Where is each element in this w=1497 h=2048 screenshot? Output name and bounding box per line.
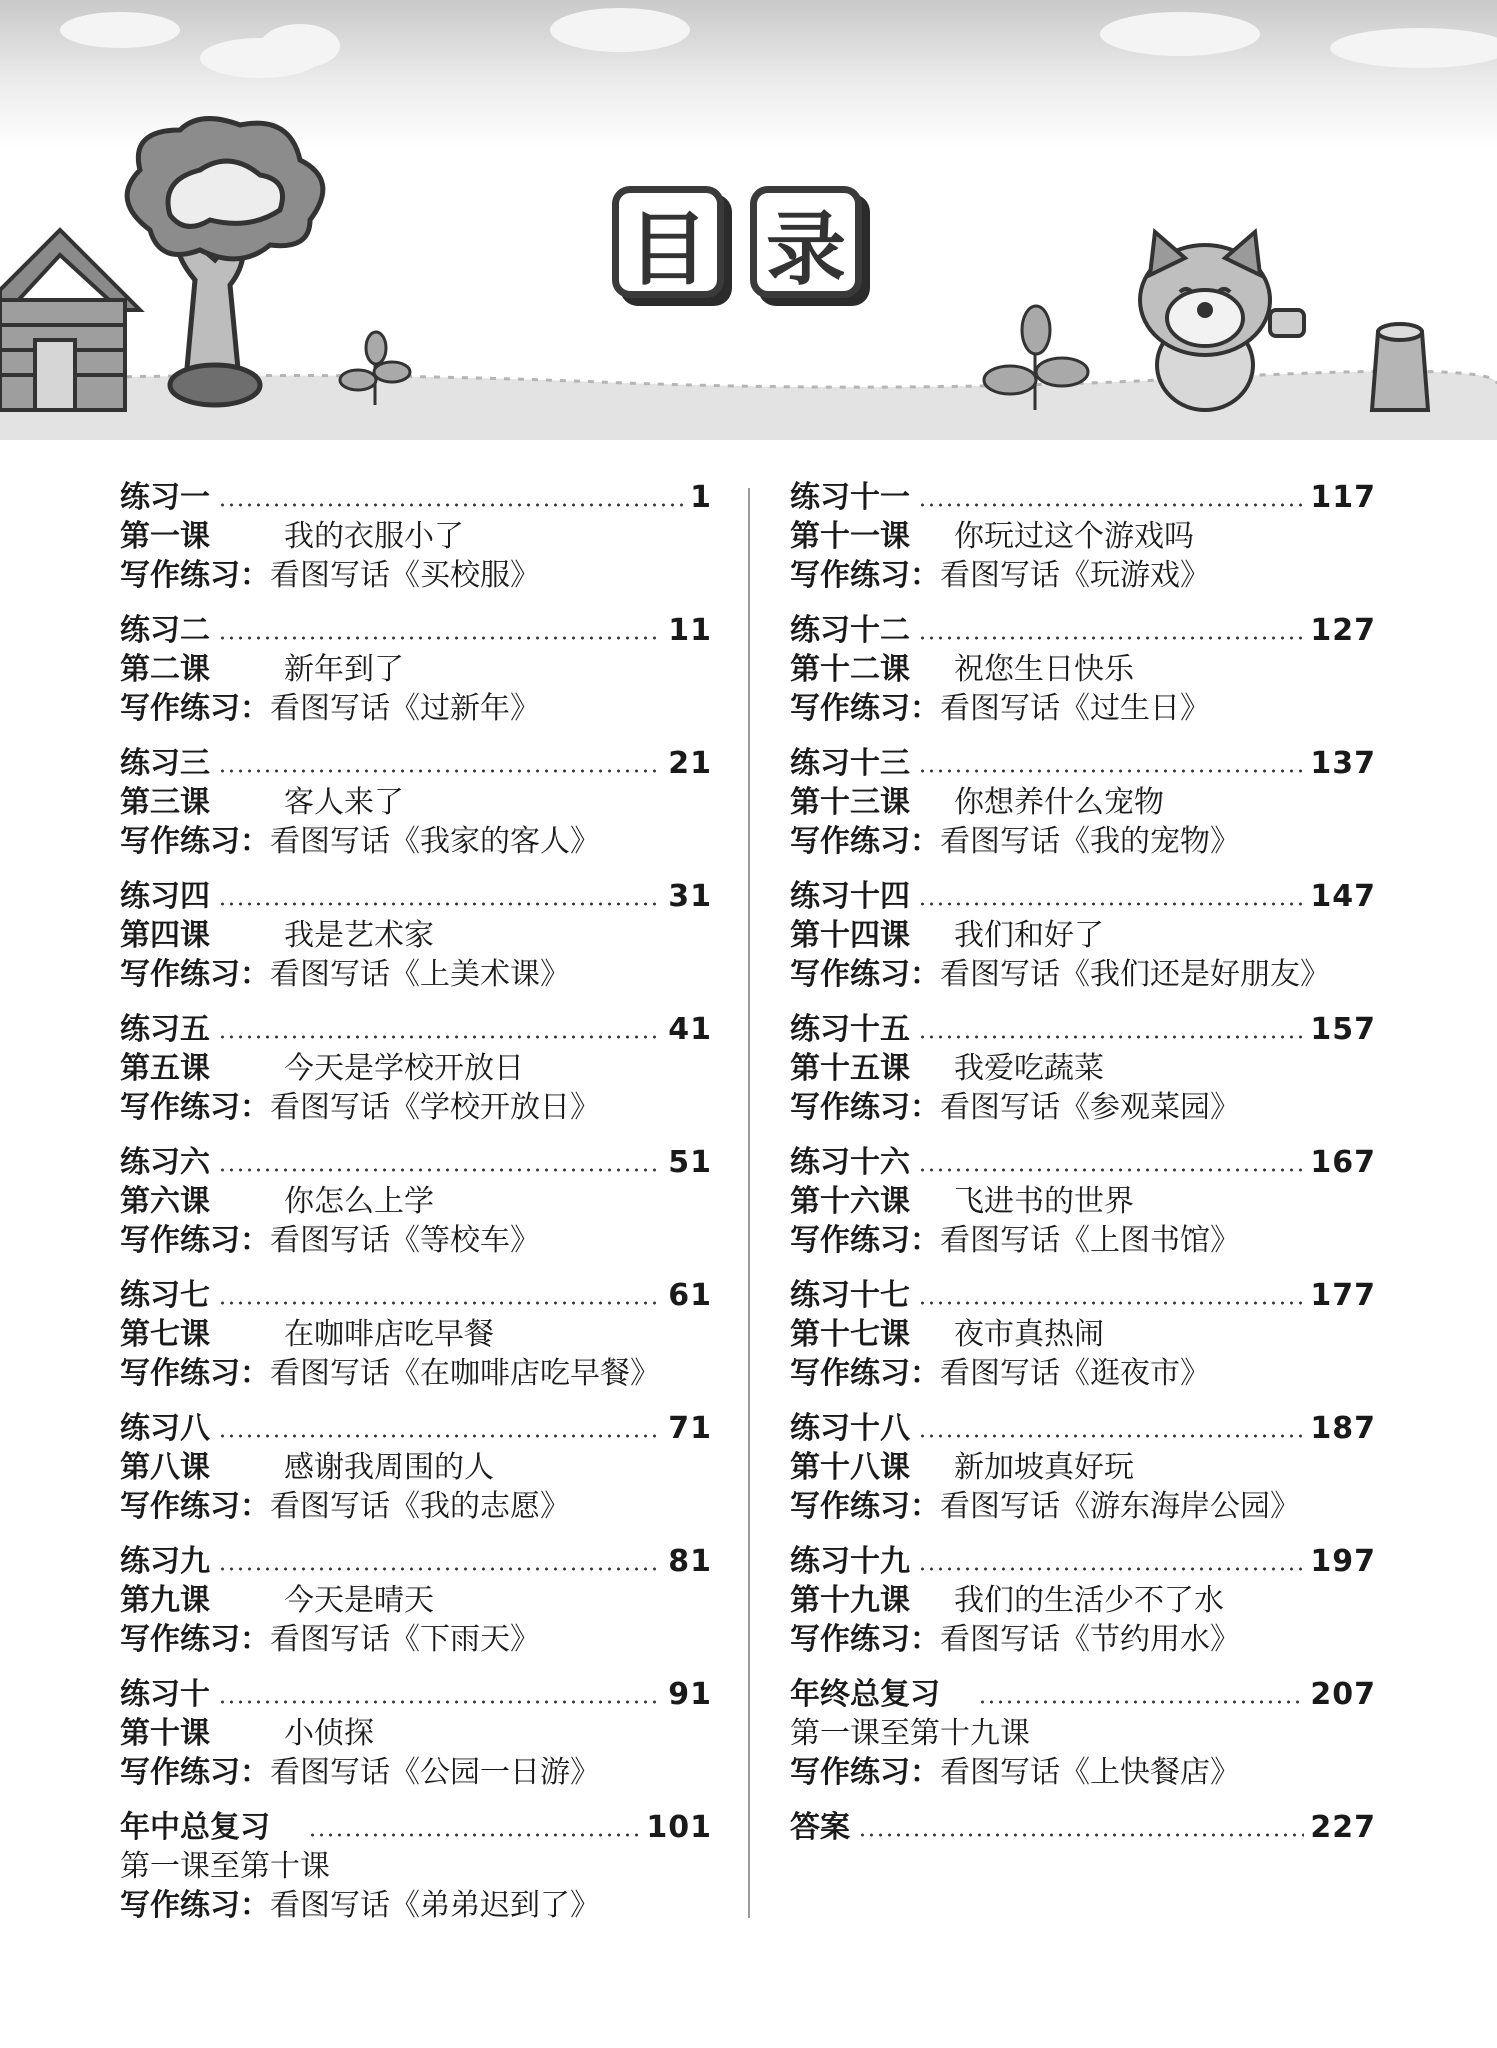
- exercise-title: 练习十一: [790, 480, 910, 515]
- writing-prefix: 看图写话: [270, 1223, 390, 1258]
- dot-leader: [918, 636, 1304, 640]
- exercise-title: 练习八: [120, 1411, 210, 1446]
- exercise-title: 练习四: [120, 879, 210, 914]
- writing-label: 写作练习: [790, 1622, 910, 1657]
- toc-group: [790, 1542, 1376, 1675]
- page-number: 101: [646, 1810, 712, 1845]
- writing-colon: ：: [910, 1356, 940, 1391]
- lesson-label: 第六课: [120, 1184, 210, 1219]
- writing-prefix: 看图写话: [940, 1755, 1060, 1790]
- toc-writing-line: [790, 955, 1376, 994]
- writing-title: 《游东海岸公园》: [1060, 1489, 1300, 1524]
- dot-leader: [918, 1567, 1304, 1571]
- house-icon: [0, 230, 140, 410]
- toc-writing-line: [120, 1221, 712, 1260]
- lesson-label: 第十四课: [790, 918, 910, 953]
- lesson-title: 小侦探: [284, 1716, 374, 1751]
- writing-label: 写作练习: [790, 1489, 910, 1524]
- writing-prefix: 看图写话: [270, 691, 390, 726]
- writing-title: 《等校车》: [390, 1223, 540, 1258]
- lesson-title: 我是艺术家: [284, 918, 434, 953]
- exercise-title: 练习一: [120, 480, 210, 515]
- writing-title: 《过新年》: [390, 691, 540, 726]
- exercise-title: 练习十二: [790, 613, 910, 648]
- exercise-title: 练习十三: [790, 746, 910, 781]
- lesson-label: 第十五课: [790, 1051, 910, 1086]
- toc-group: [790, 877, 1376, 1010]
- toc-writing-line: [790, 822, 1376, 861]
- exercise-title: 练习十六: [790, 1145, 910, 1180]
- dot-leader: [218, 902, 662, 906]
- toc-writing-line: [120, 822, 712, 861]
- lesson-title: 今天是晴天: [284, 1583, 434, 1618]
- writing-title: 《节约用水》: [1060, 1622, 1240, 1657]
- lesson-label: 第十二课: [790, 652, 910, 687]
- toc-writing-line: [120, 1620, 712, 1659]
- toc-group: [790, 1409, 1376, 1542]
- writing-label: 写作练习: [120, 1223, 240, 1258]
- lesson-label: 第七课: [120, 1317, 210, 1352]
- lesson-label: 第十课: [120, 1716, 210, 1751]
- toc-group: [790, 611, 1376, 744]
- title-char-2: 录: [750, 186, 862, 298]
- lesson-label: 第四课: [120, 918, 210, 953]
- writing-prefix: 看图写话: [270, 1356, 390, 1391]
- writing-title: 《参观菜园》: [1060, 1090, 1240, 1125]
- toc-group: [120, 1010, 712, 1143]
- toc-lesson-line: [790, 1315, 1376, 1354]
- toc-lesson-line: [120, 783, 712, 822]
- lesson-title: 我们和好了: [954, 918, 1104, 953]
- toc-answers-group: [790, 1808, 1376, 1941]
- toc-writing-line: [120, 1487, 712, 1526]
- page-number: 147: [1310, 879, 1376, 914]
- lesson-title: 今天是学校开放日: [284, 1051, 524, 1086]
- writing-colon: ：: [910, 824, 940, 859]
- toc-writing-line: [120, 1886, 712, 1925]
- writing-label: 写作练习: [790, 1090, 910, 1125]
- toc-exercise-line[interactable]: [790, 1276, 1376, 1315]
- toc-group: [120, 1276, 712, 1409]
- dot-leader: [978, 1700, 1304, 1704]
- dot-leader: [218, 1301, 662, 1305]
- toc-lesson-line: [790, 517, 1376, 556]
- toc-lesson-line: [790, 916, 1376, 955]
- toc-writing-line: [120, 1088, 712, 1127]
- writing-label: 写作练习: [120, 1755, 240, 1790]
- writing-colon: ：: [910, 1622, 940, 1657]
- writing-label: 写作练习: [120, 558, 240, 593]
- writing-prefix: 看图写话: [940, 558, 1060, 593]
- writing-colon: ：: [240, 1090, 270, 1125]
- writing-label: 写作练习: [120, 824, 240, 859]
- lesson-label: 第八课: [120, 1450, 210, 1485]
- writing-colon: ：: [910, 558, 940, 593]
- exercise-title: 练习十八: [790, 1411, 910, 1446]
- writing-label: 写作练习: [790, 1223, 910, 1258]
- exercise-title: 练习十五: [790, 1012, 910, 1047]
- page-number: 177: [1310, 1278, 1376, 1313]
- toc-exercise-line[interactable]: [790, 478, 1376, 517]
- writing-title: 《过生日》: [1060, 691, 1210, 726]
- exercise-title: 年终总复习: [790, 1677, 940, 1712]
- writing-label: 写作练习: [790, 1356, 910, 1391]
- writing-colon: ：: [910, 1090, 940, 1125]
- writing-label: 写作练习: [120, 1888, 240, 1923]
- dot-leader: [918, 503, 1304, 507]
- writing-title: 《买校服》: [390, 558, 540, 593]
- toc-lesson-line: [790, 1182, 1376, 1221]
- toc-group: [120, 744, 712, 877]
- toc-group: [790, 1276, 1376, 1409]
- writing-title: 《逛夜市》: [1060, 1356, 1210, 1391]
- toc-group: [120, 877, 712, 1010]
- toc-writing-line: [790, 1088, 1376, 1127]
- dot-leader: [918, 902, 1304, 906]
- toc-exercise-line[interactable]: [790, 1675, 1376, 1714]
- exercise-title: 练习二: [120, 613, 210, 648]
- stump-icon: [1372, 324, 1428, 410]
- writing-label: 写作练习: [120, 957, 240, 992]
- writing-prefix: 看图写话: [270, 957, 390, 992]
- dot-leader: [218, 1035, 662, 1039]
- writing-colon: ：: [910, 1223, 940, 1258]
- toc-exercise-line[interactable]: [120, 1542, 712, 1581]
- toc-writing-line: [790, 1221, 1376, 1260]
- writing-label: 写作练习: [120, 1489, 240, 1524]
- lesson-title: 你想养什么宠物: [954, 785, 1164, 820]
- writing-title: 《下雨天》: [390, 1622, 540, 1657]
- toc-exercise-line[interactable]: [790, 611, 1376, 650]
- writing-prefix: 看图写话: [270, 558, 390, 593]
- writing-title: 《公园一日游》: [390, 1755, 600, 1790]
- writing-prefix: 看图写话: [270, 1489, 390, 1524]
- toc-exercise-line[interactable]: [790, 1409, 1376, 1448]
- writing-prefix: 看图写话: [270, 1888, 390, 1923]
- toc-lesson-line: [120, 1581, 712, 1620]
- writing-colon: ：: [240, 957, 270, 992]
- writing-title: 《我的志愿》: [390, 1489, 570, 1524]
- writing-title: 《在咖啡店吃早餐》: [390, 1356, 660, 1391]
- dot-leader: [918, 1035, 1304, 1039]
- page-number: 137: [1310, 746, 1376, 781]
- toc-group: [120, 611, 712, 744]
- writing-label: 写作练习: [790, 824, 910, 859]
- toc-exercise-line[interactable]: [790, 1542, 1376, 1581]
- page-number: 51: [668, 1145, 712, 1180]
- column-divider: [748, 488, 750, 1918]
- toc-lesson-line: [790, 1448, 1376, 1487]
- lesson-title: 你玩过这个游戏吗: [954, 519, 1194, 554]
- toc-exercise-line[interactable]: [120, 744, 712, 783]
- toc-exercise-line[interactable]: [120, 877, 712, 916]
- toc-exercise-line[interactable]: [120, 1675, 712, 1714]
- toc-group: [790, 744, 1376, 877]
- writing-prefix: 看图写话: [270, 1090, 390, 1125]
- writing-title: 《上快餐店》: [1060, 1755, 1240, 1790]
- title-char-1: 目: [612, 186, 724, 298]
- lesson-label: 第五课: [120, 1051, 210, 1086]
- toc-exercise-line[interactable]: [120, 1409, 712, 1448]
- writing-prefix: 看图写话: [940, 1356, 1060, 1391]
- exercise-title: 练习三: [120, 746, 210, 781]
- review-range: 第一课至第十课: [120, 1849, 330, 1884]
- toc-exercise-line[interactable]: [120, 1010, 712, 1049]
- dot-leader: [218, 1434, 662, 1438]
- writing-prefix: 看图写话: [270, 1755, 390, 1790]
- toc-exercise-line[interactable]: [120, 478, 712, 517]
- toc-review-group: [120, 1808, 712, 1941]
- toc-lesson-line: [120, 517, 712, 556]
- writing-title: 《玩游戏》: [1060, 558, 1210, 593]
- toc-group: [120, 1143, 712, 1276]
- exercise-title: 练习五: [120, 1012, 210, 1047]
- exercise-title: 练习十四: [790, 879, 910, 914]
- lesson-label: 第三课: [120, 785, 210, 820]
- dot-leader: [918, 1301, 1304, 1305]
- writing-prefix: 看图写话: [940, 957, 1060, 992]
- exercise-title: 练习十: [120, 1677, 210, 1712]
- toc-writing-line: [120, 955, 712, 994]
- toc-exercise-line[interactable]: [790, 1010, 1376, 1049]
- lesson-label: 第十九课: [790, 1583, 910, 1618]
- toc-group: [790, 1010, 1376, 1143]
- toc-group: [120, 478, 712, 611]
- exercise-title: 练习九: [120, 1544, 210, 1579]
- writing-label: 写作练习: [120, 1622, 240, 1657]
- toc-exercise-line[interactable]: [790, 1143, 1376, 1182]
- writing-label: 写作练习: [120, 1090, 240, 1125]
- toc-exercise-line[interactable]: [790, 744, 1376, 783]
- lesson-label: 第十六课: [790, 1184, 910, 1219]
- toc-lesson-line: [120, 1714, 712, 1753]
- writing-colon: ：: [240, 1356, 270, 1391]
- toc-writing-line: [790, 1487, 1376, 1526]
- toc-lesson-line: [790, 650, 1376, 689]
- toc-lesson-line: [120, 916, 712, 955]
- writing-label: 写作练习: [790, 1755, 910, 1790]
- page-number: 81: [668, 1544, 712, 1579]
- writing-title: 《我们还是好朋友》: [1060, 957, 1330, 992]
- toc-group: [120, 1542, 712, 1675]
- page-number: 31: [668, 879, 712, 914]
- page-title: [612, 186, 892, 306]
- dot-leader: [858, 1833, 1304, 1837]
- writing-label: 写作练习: [120, 1356, 240, 1391]
- lesson-title: 新加坡真好玩: [954, 1450, 1134, 1485]
- review-range: 第一课至第十九课: [790, 1716, 1030, 1751]
- toc-right-column: [790, 478, 1376, 1941]
- writing-title: 《学校开放日》: [390, 1090, 600, 1125]
- writing-label: 写作练习: [120, 691, 240, 726]
- writing-prefix: 看图写话: [940, 1090, 1060, 1125]
- toc-writing-line: [790, 689, 1376, 728]
- dot-leader: [218, 1567, 662, 1571]
- page-number: 91: [668, 1677, 712, 1712]
- toc-review-group: [790, 1675, 1376, 1808]
- lesson-title: 我爱吃蔬菜: [954, 1051, 1104, 1086]
- toc-writing-line: [120, 556, 712, 595]
- page-number: 71: [668, 1411, 712, 1446]
- toc-group: [790, 478, 1376, 611]
- toc-group: [790, 1143, 1376, 1276]
- dot-leader: [918, 1168, 1304, 1172]
- lesson-title: 你怎么上学: [284, 1184, 434, 1219]
- writing-prefix: 看图写话: [940, 1489, 1060, 1524]
- lesson-title: 感谢我周围的人: [284, 1450, 494, 1485]
- lesson-label: 第十三课: [790, 785, 910, 820]
- lesson-title: 飞进书的世界: [954, 1184, 1134, 1219]
- toc-writing-line: [790, 1753, 1376, 1792]
- lesson-label: 第九课: [120, 1583, 210, 1618]
- writing-prefix: 看图写话: [940, 691, 1060, 726]
- writing-title: 《我家的客人》: [390, 824, 600, 859]
- dot-leader: [218, 503, 684, 507]
- lesson-label: 第十一课: [790, 519, 910, 554]
- writing-colon: ：: [240, 1755, 270, 1790]
- page-number: 1: [690, 480, 712, 515]
- toc-exercise-line[interactable]: [120, 1808, 712, 1847]
- exercise-title: 练习十七: [790, 1278, 910, 1313]
- writing-title: 《上美术课》: [390, 957, 570, 992]
- dot-leader: [218, 1168, 662, 1172]
- page-number: 197: [1310, 1544, 1376, 1579]
- dot-leader: [218, 636, 662, 640]
- toc-lesson-line: [790, 1049, 1376, 1088]
- writing-colon: ：: [240, 691, 270, 726]
- page-number: 41: [668, 1012, 712, 1047]
- page-number: 187: [1310, 1411, 1376, 1446]
- toc-exercise-line[interactable]: [790, 877, 1376, 916]
- toc-writing-line: [790, 1620, 1376, 1659]
- writing-colon: ：: [910, 1755, 940, 1790]
- lesson-title: 客人来了: [284, 785, 404, 820]
- page-number: 207: [1310, 1677, 1376, 1712]
- toc-writing-line: [120, 1354, 712, 1393]
- writing-colon: ：: [910, 957, 940, 992]
- page-number: 227: [1310, 1810, 1376, 1845]
- writing-colon: ：: [910, 691, 940, 726]
- lesson-title: 夜市真热闹: [954, 1317, 1104, 1352]
- toc-exercise-line[interactable]: [120, 611, 712, 650]
- writing-title: 《我的宠物》: [1060, 824, 1240, 859]
- writing-prefix: 看图写话: [940, 1622, 1060, 1657]
- lesson-label: 第十七课: [790, 1317, 910, 1352]
- page-number: 117: [1310, 480, 1376, 515]
- toc-lesson-line: [120, 650, 712, 689]
- toc-group: [120, 1409, 712, 1542]
- lesson-label: 第一课: [120, 519, 210, 554]
- lesson-label: 第十八课: [790, 1450, 910, 1485]
- lesson-title: 新年到了: [284, 652, 404, 687]
- page-number: 167: [1310, 1145, 1376, 1180]
- toc-lesson-line: [120, 1448, 712, 1487]
- writing-colon: ：: [240, 1489, 270, 1524]
- writing-label: 写作练习: [790, 691, 910, 726]
- toc-writing-line: [120, 1753, 712, 1792]
- exercise-title: 答案: [790, 1810, 850, 1845]
- tree-icon: [127, 119, 323, 405]
- toc-lesson-line: [790, 1581, 1376, 1620]
- exercise-title: 年中总复习: [120, 1810, 270, 1845]
- writing-prefix: 看图写话: [940, 824, 1060, 859]
- dot-leader: [918, 1434, 1304, 1438]
- writing-colon: ：: [240, 824, 270, 859]
- toc-lesson-line: [120, 1315, 712, 1354]
- writing-label: 写作练习: [790, 558, 910, 593]
- page-number: 157: [1310, 1012, 1376, 1047]
- toc-lesson-line: [790, 783, 1376, 822]
- dot-leader: [218, 769, 662, 773]
- writing-colon: ：: [240, 1622, 270, 1657]
- toc-writing-line: [790, 1354, 1376, 1393]
- dot-leader: [308, 1833, 640, 1837]
- page-number: 127: [1310, 613, 1376, 648]
- toc-exercise-line[interactable]: [120, 1276, 712, 1315]
- dot-leader: [218, 1700, 662, 1704]
- writing-prefix: 看图写话: [270, 824, 390, 859]
- writing-title: 《弟弟迟到了》: [390, 1888, 600, 1923]
- toc-lesson-line: [120, 1049, 712, 1088]
- exercise-title: 练习十九: [790, 1544, 910, 1579]
- writing-colon: ：: [240, 1223, 270, 1258]
- writing-prefix: 看图写话: [940, 1223, 1060, 1258]
- lesson-title: 祝您生日快乐: [954, 652, 1134, 687]
- page-number: 61: [668, 1278, 712, 1313]
- exercise-title: 练习六: [120, 1145, 210, 1180]
- writing-label: 写作练习: [790, 957, 910, 992]
- page-number: 11: [668, 613, 712, 648]
- writing-prefix: 看图写话: [270, 1622, 390, 1657]
- page-number: 21: [668, 746, 712, 781]
- lesson-title: 我们的生活少不了水: [954, 1583, 1224, 1618]
- toc-exercise-line[interactable]: [790, 1808, 1376, 1847]
- writing-colon: ：: [240, 558, 270, 593]
- toc-group: [120, 1675, 712, 1808]
- writing-colon: ：: [910, 1489, 940, 1524]
- lesson-title: 我的衣服小了: [284, 519, 464, 554]
- lesson-title: 在咖啡店吃早餐: [284, 1317, 494, 1352]
- lesson-label: 第二课: [120, 652, 210, 687]
- writing-colon: ：: [240, 1888, 270, 1923]
- toc-writing-line: [120, 689, 712, 728]
- dot-leader: [918, 769, 1304, 773]
- toc-exercise-line[interactable]: [120, 1143, 712, 1182]
- writing-title: 《上图书馆》: [1060, 1223, 1240, 1258]
- toc-writing-line: [790, 556, 1376, 595]
- toc-left-column: [120, 478, 712, 1941]
- toc-lesson-line: [120, 1182, 712, 1221]
- exercise-title: 练习七: [120, 1278, 210, 1313]
